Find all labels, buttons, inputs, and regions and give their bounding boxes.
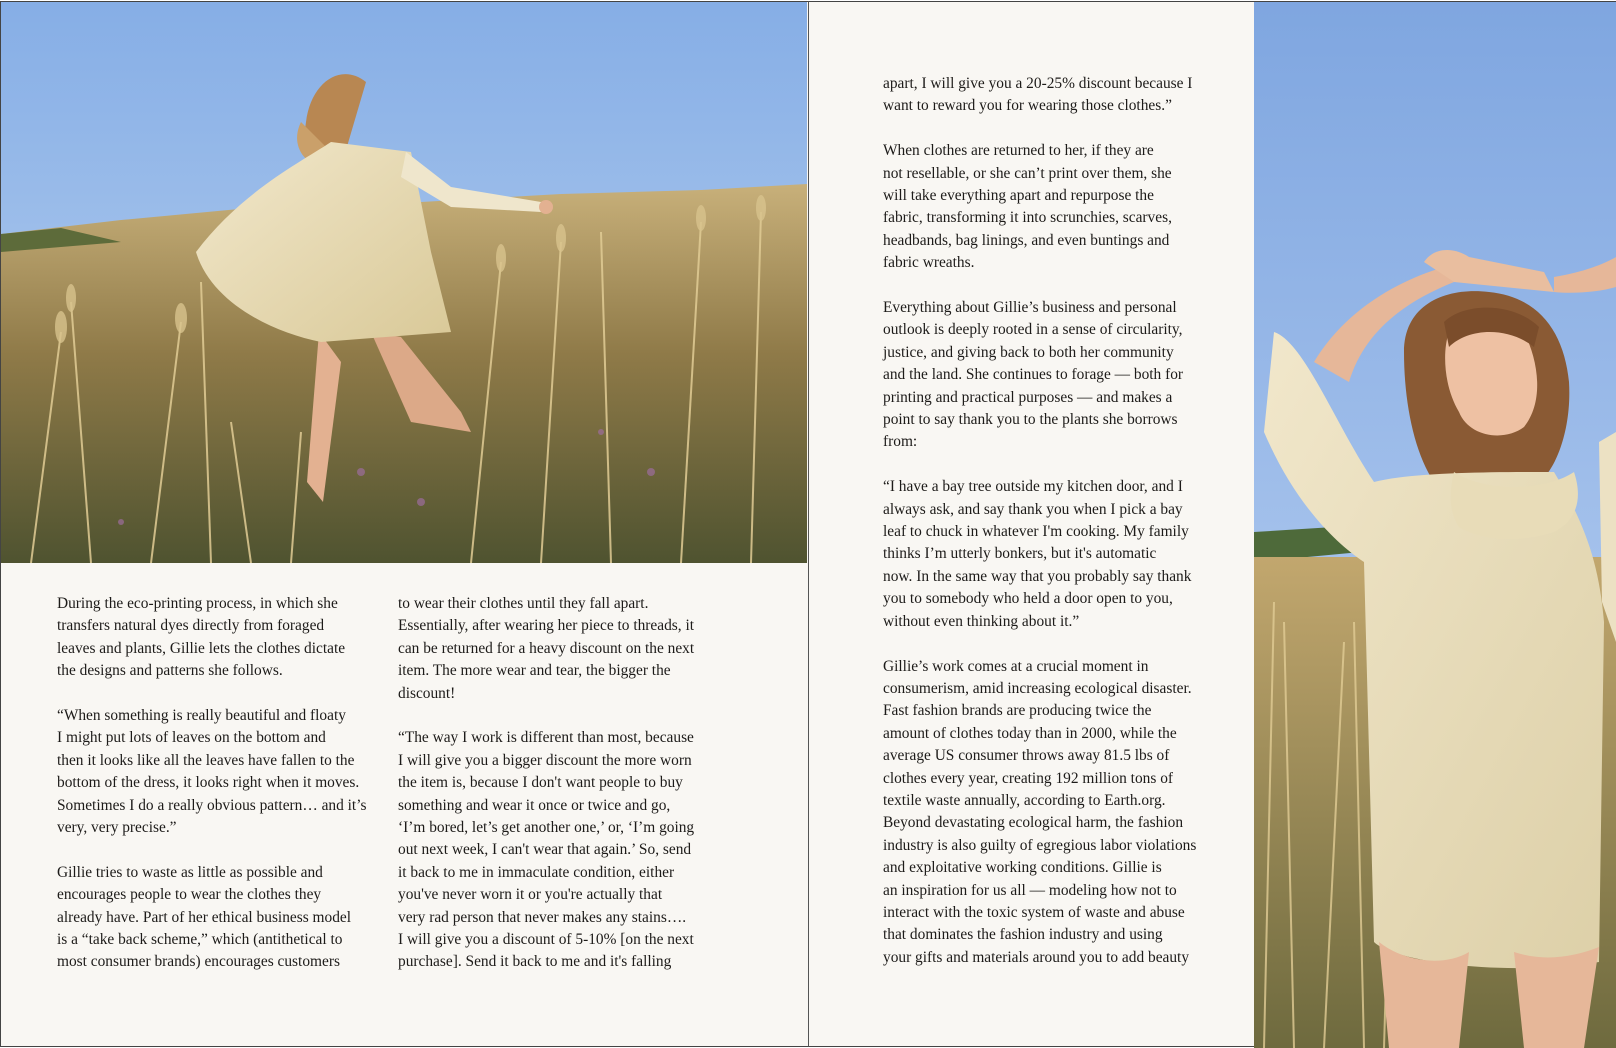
right-page [808, 1, 1616, 1047]
text-column-3 [883, 73, 1229, 992]
paragraph: “I have a bay tree outside my kitchen door, and I always ask, and say thank you when I pick a bay leaf to chuck in whatever I'm cooking. My family thinks I’m utterly bonkers, but it's automatic now. In the same way that you probably say thank you to somebody who held a door open to you, without even thinking about it.” [883, 478, 1192, 630]
field-walking-photo [1, 2, 807, 563]
text-column-2 [398, 593, 728, 996]
portrait-photo [1254, 2, 1616, 1048]
paragraph: Gillie tries to waste as little as possible and encourages people to wear the clothes they already have. Part of her ethical business model is a “take back scheme,” which (antithetical to most consumer brands) encourages customers [57, 863, 352, 971]
paragraph: Gillie’s work comes at a crucial moment in consumerism, amid increasing ecological disaster. Fast fashion brands are producing twice the amount of clothes today than in 2000, while the average US consumer throws away 81.5 lbs of clothes every year, creating 192 million tons of textile waste annually, according to Earth.org. Beyond devastating ecological harm, the fashion industry is also guilty of egregious labor violations and exploitative working conditions. Gillie is an inspiration for us all — modeling how not to interact with the toxic system of waste and abuse that dominates the fashion industry and using your gifts and materials around you to add beauty [883, 657, 1197, 966]
field-walking-illustration [1, 2, 807, 563]
paragraph: “When something is really beautiful and floaty I might put lots of leaves on the bottom and then it looks like all the leaves have fallen to the bottom of the dress, it looks right when it moves. Sometimes I do a really obvious pattern… and it’s very, very precise.” [57, 707, 367, 837]
paragraph: “The way I work is different than most, because I will give you a bigger discount the more worn the item is, because I don't want people to buy something and wear it once or twice and go, ‘I’m bored, let’s get another one,’ or, ‘I’m going out next week, I can't wear that again.’ So, send it back to me in immaculate condition, either you've never worn it or you're actually that very rad person that never makes any stains…. I will give you a discount of 5-10% [on the next purchase]. Send it back to me and it's falling [398, 729, 695, 971]
portrait-illustration [1254, 2, 1616, 1048]
left-page [0, 1, 808, 1047]
paragraph: Everything about Gillie’s business and personal outlook is deeply rooted in a sense of circularity, justice, and giving back to both her community and the land. She continues to forage — both for printing and practical purposes — and makes a point to say thank you to the plants she borrows from: [883, 299, 1184, 451]
paragraph: When clothes are returned to her, if they are not resellable, or she can’t print over them, she will take everything apart and repurpose the fabric, transforming it into scrunchies, scarves, headbands, bag linings, and even buntings and fabric wreaths. [883, 142, 1172, 272]
paragraph: During the eco-printing process, in which she transfers natural dyes directly from foraged leaves and plants, Gillie lets the clothes dictate the designs and patterns she follows. [57, 595, 346, 680]
paragraph: apart, I will give you a 20-25% discount because I want to reward you for wearing those clothes.” [883, 75, 1193, 115]
text-column-1 [57, 593, 383, 996]
paragraph: to wear their clothes until they fall apart. Essentially, after wearing her piece to threads, it can be returned for a heavy discount on the next item. The more wear and tear, the bigger the discount! [398, 595, 695, 702]
